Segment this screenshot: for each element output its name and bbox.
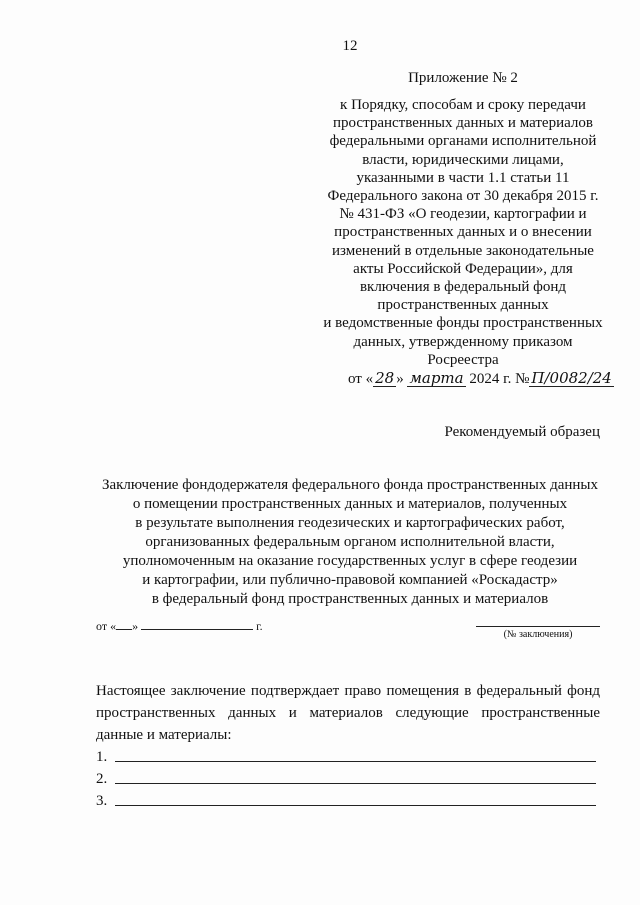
conclusion-number-blank <box>476 614 600 627</box>
list-item-blank <box>115 761 596 762</box>
conclusion-title <box>70 476 630 609</box>
list-item-number: 1. <box>96 749 108 765</box>
conclusion-date-suffix: г. <box>256 619 263 633</box>
conclusion-title-line: уполномоченным на оказание государственных услуг в сфере геодезии <box>122 553 578 569</box>
order-day-handwritten: 28 <box>375 369 395 387</box>
list-item-blank <box>115 783 596 784</box>
materials-list <box>96 744 596 810</box>
appendix-title: Приложение № 2 <box>408 70 518 86</box>
list-item-blank <box>115 805 596 806</box>
recommended-sample-label: Рекомендуемый образец <box>444 424 600 440</box>
conclusion-date-field <box>96 618 263 634</box>
conclusion-day-blank <box>116 618 132 630</box>
conclusion-number-caption: (№ заключения) <box>503 629 573 640</box>
appendix-description <box>318 96 608 369</box>
conclusion-statement: Настоящее заключение подтверждает право помещения в федеральный фонд пространственных данных и материалов следующие пространственные данные и материалы: <box>96 683 600 743</box>
order-month-handwritten: марта <box>409 369 464 387</box>
conclusion-title-line: в результате выполнения геодезических и картографических работ, <box>135 515 565 531</box>
appendix-line: Федерального закона от 30 декабря 2015 г. <box>327 188 599 205</box>
conclusion-number-field <box>476 614 600 640</box>
list-item-number: 2. <box>96 771 108 787</box>
order-date-prefix: от « <box>348 371 374 387</box>
order-year-text: 2024 г. № <box>469 371 530 387</box>
list-item-number: 3. <box>96 793 108 809</box>
conclusion-title-line: о помещении пространственных данных и материалов, полученных <box>132 496 568 512</box>
order-number-handwritten: П/0082/24 <box>531 369 612 387</box>
list-item <box>96 766 596 788</box>
list-item <box>96 744 596 766</box>
appendix-line: пространственных данных <box>377 297 549 314</box>
appendix-line: власти, юридическими лицами, <box>362 151 564 168</box>
conclusion-date-mid: » <box>132 619 139 633</box>
conclusion-title-line: Заключение фондодержателя федерального фонда пространственных данных <box>101 477 599 493</box>
conclusion-title-line: организованных федеральным органом исполнительной власти, <box>145 534 555 550</box>
conclusion-title-line: в федеральный фонд пространственных данных и материалов <box>151 591 549 607</box>
conclusion-title-line: и картографии, или публично-правовой компанией «Роскадастр» <box>142 572 558 588</box>
appendix-line: и ведомственные фонды пространственных <box>323 315 603 332</box>
appendix-line: № 431-ФЗ «О геодезии, картографии и <box>339 206 587 223</box>
appendix-line: включения в федеральный фонд <box>359 279 567 296</box>
appendix-line: акты Российской Федерации», для <box>353 260 573 277</box>
appendix-line: федеральными органами исполнительной <box>329 133 597 150</box>
order-date-line <box>348 370 618 388</box>
appendix-line: изменений в отдельные законодательные <box>332 242 594 259</box>
appendix-line: данных, утвержденному приказом <box>353 333 573 350</box>
page-number: 12 <box>342 38 358 54</box>
appendix-line: к Порядку, способам и сроку передачи <box>340 97 586 113</box>
list-item <box>96 788 596 810</box>
conclusion-date-prefix: от « <box>96 619 117 633</box>
order-date-mid: » <box>396 371 404 387</box>
appendix-line: пространственных данных и материалов <box>333 115 593 132</box>
appendix-line: Росреестра <box>427 351 499 368</box>
appendix-line: указанными в части 1.1 статьи 11 <box>356 169 570 186</box>
appendix-line: пространственных данных и о внесении <box>334 224 592 241</box>
conclusion-month-blank <box>141 618 253 630</box>
